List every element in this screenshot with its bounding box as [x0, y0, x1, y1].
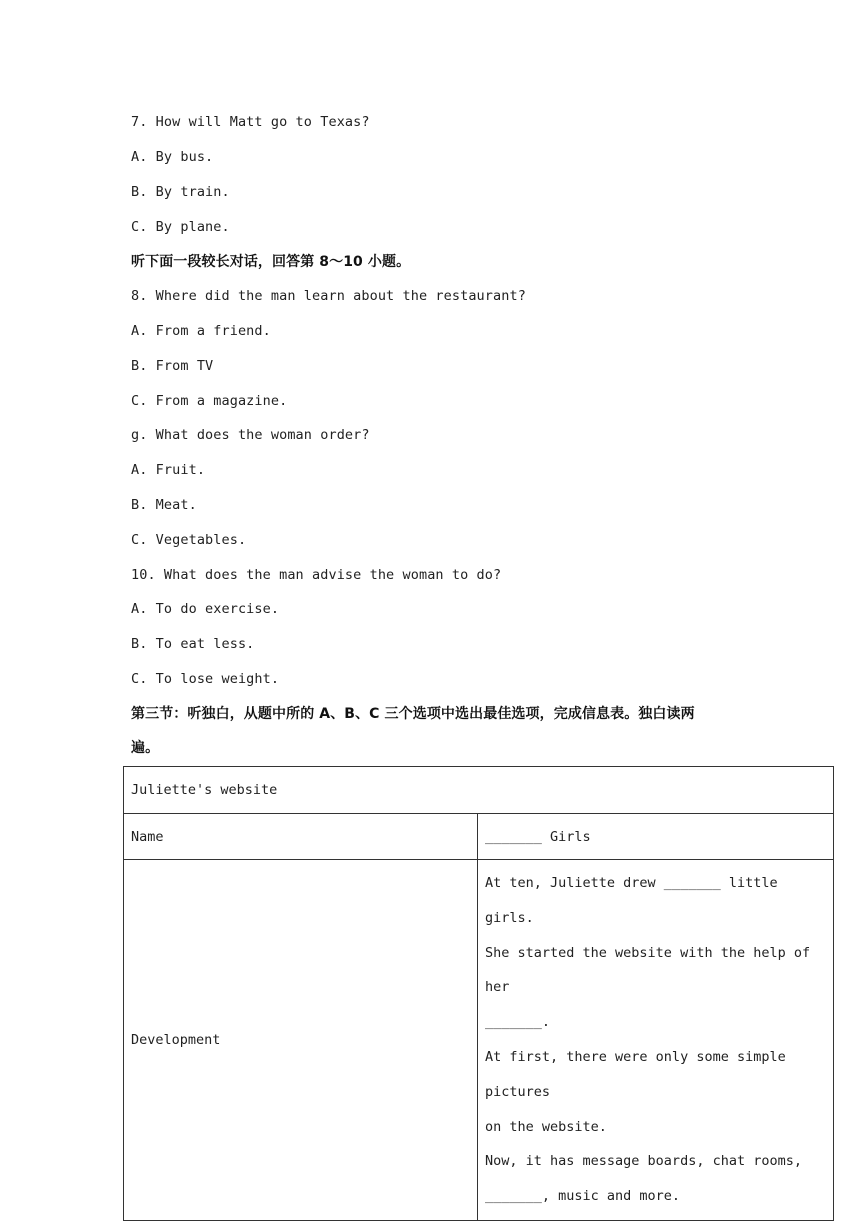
- question-9-option-a: A. Fruit.: [131, 462, 206, 478]
- question-10-option-c: C. To lose weight.: [131, 671, 280, 687]
- question-9-stem: g. What does the woman order?: [131, 427, 370, 443]
- question-8-option-c: C. From a magazine.: [131, 393, 288, 409]
- section-3-heading-continued: 遍。: [131, 740, 160, 756]
- development-line: At ten, Juliette drew _______ little girls.: [485, 875, 786, 926]
- section-3-heading: 第三节：听独白，从题中所的 A、B、C 三个选项中选出最佳选项，完成信息表。独白读两: [131, 706, 695, 722]
- development-line: _______, music and more.: [485, 1188, 681, 1205]
- question-8-option-b: B. From TV: [131, 358, 214, 374]
- question-8-option-a: A. From a friend.: [131, 323, 271, 339]
- question-10-option-a: A. To do exercise.: [131, 601, 280, 617]
- question-7-stem: 7. How will Matt go to Texas?: [131, 114, 370, 130]
- question-9-option-c: C. Vegetables.: [131, 532, 247, 548]
- table-row: [124, 814, 834, 860]
- name-value: _______ Girls: [478, 814, 834, 860]
- name-label: Name: [124, 814, 478, 860]
- development-line: on the website.: [485, 1118, 607, 1135]
- table-title: Juliette's website: [124, 767, 834, 814]
- table-row: [124, 767, 834, 814]
- question-10-option-b: B. To eat less.: [131, 636, 255, 652]
- question-7-option-b: B. By train.: [131, 184, 230, 200]
- development-line: She started the website with the help of her: [485, 944, 819, 996]
- question-7-option-a: A. By bus.: [131, 149, 214, 165]
- question-9-option-b: B. Meat.: [131, 497, 197, 513]
- table-row: [124, 860, 834, 1221]
- development-line: Now, it has message boards, chat rooms,: [485, 1153, 802, 1170]
- development-label: Development: [124, 860, 478, 1221]
- development-line: At first, there were only some simple pictures: [485, 1048, 794, 1100]
- development-details: [478, 860, 834, 1221]
- question-10-stem: 10. What does the man advise the woman to do?: [131, 567, 502, 583]
- section-intro-8-10: 听下面一段较长对话，回答第 8～10 小题。: [131, 254, 411, 270]
- question-7-option-c: C. By plane.: [131, 219, 230, 235]
- question-8-stem: 8. Where did the man learn about the restaurant?: [131, 288, 526, 304]
- development-line: _______.: [485, 1014, 551, 1031]
- info-table: [123, 766, 834, 1221]
